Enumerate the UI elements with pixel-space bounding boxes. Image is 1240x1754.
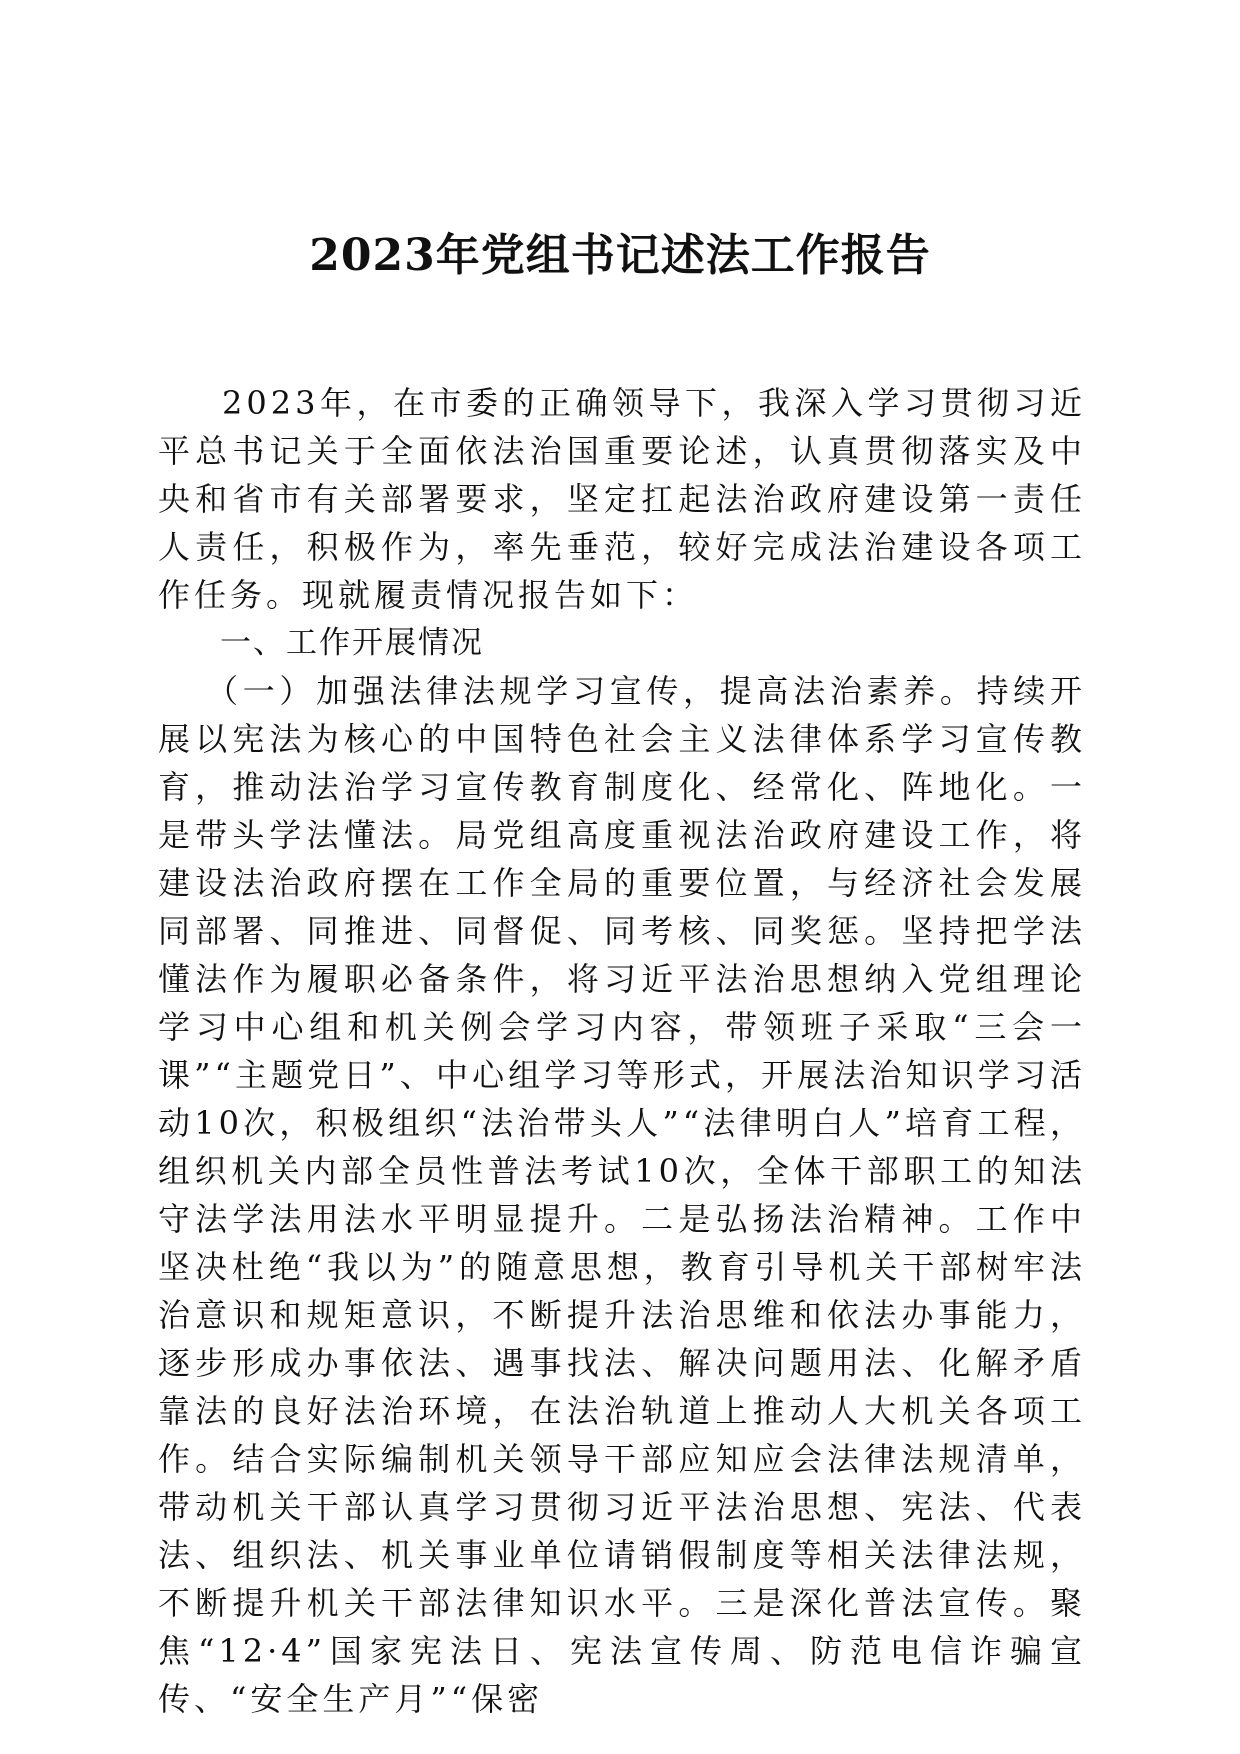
document-title: 2023年党组书记述法工作报告	[309, 230, 931, 281]
document-body	[158, 379, 1086, 1723]
section-heading: 一、工作开展情况	[220, 625, 484, 661]
section-paragraph: （一）加强法律法规学习宣传，提高法治素养。持续开展以宪法为核心的中国特色社会主义法律体系学习宣传教育，推动法治学习宣传教育制度化、经常化、阵地化。一是带头学法懂法。局党组高度重视法治政府建设工作，将建设法治政府摆在工作全局的重要位置，与经济社会发展同部署、同推进、同督促、同考核、同奖惩。坚持把学法懂法作为履职必备条件，将习近平法治思想纳入党组理论学习中心组和机关例会学习内容，带领班子采取“三会一课”“主题党日”、中心组学习等形式，开展法治知识学习活动10次，积极组织“法治带头人”“法律明白人”培育工程，组织机关内部全员性普法考试10次，全体干部职工的知法守法学法用法水平明显提升。二是弘扬法治精神。工作中坚决杜绝“我以为”的随意思想，教育引导机关干部树牢法治意识和规矩意识，不断提升法治思维和依法办事能力，逐步形成办事依法、遇事找法、解决问题用法、化解矛盾靠法的良好法治环境，在法治轨道上推动人大机关各项工作。结合实际编制机关领导干部应知应会法律法规清单，带动机关干部认真学习贯彻习近平法治思想、宪法、代表法、组织法、机关事业单位请销假制度等相关法律法规，不断提升机关干部法律知识水平。三是深化普法宣传。聚焦“12·4”国家宪法日、宪法宣传周、防范电信诈骗宣传、“安全生产月”“保密	[158, 672, 1086, 1718]
intro-paragraph: 2023年，在市委的正确领导下，我深入学习贯彻习近平总书记关于全面依法治国重要论述，认真贯彻落实及中央和省市有关部署要求，坚定扛起法治政府建设第一责任人责任，积极作为，率先垂范，较好完成法治建设各项工作任务。现就履责情况报告如下：	[158, 384, 1086, 614]
